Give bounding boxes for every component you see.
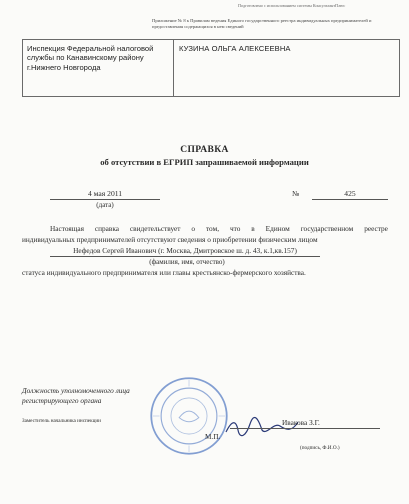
body-word: Настоящая xyxy=(50,224,84,233)
body-word: реестре xyxy=(364,224,388,233)
prepared-with-note: Подготовлено с использованием системы КонсультантПлюс xyxy=(238,3,346,8)
seal-place-mark: М.П. xyxy=(205,433,221,441)
signatory-position: Заместитель начальника инспекции xyxy=(22,418,101,424)
number-value: 425 xyxy=(312,189,388,200)
body-word: что xyxy=(229,224,241,233)
date-value: 4 мая 2011 xyxy=(50,189,160,200)
body-word: в xyxy=(251,224,255,233)
body-word: государственном xyxy=(300,224,354,233)
body-line-4: статуса индивидуального предпринимателя или главы крестьянско-фермерского хозяйства. xyxy=(22,268,306,277)
header-table xyxy=(22,39,400,97)
recipient-name: КУЗИНА ОЛЬГА АЛЕКСЕЕВНА xyxy=(179,44,291,53)
tax-authority-name: Инспекция Федеральной налоговой службы по Канавинскому району г.Нижнего Новгорода xyxy=(23,40,174,96)
body-word: справка xyxy=(94,224,119,233)
date-caption: (дата) xyxy=(96,201,114,209)
signature-caption: (подпись, Ф.И.О.) xyxy=(300,445,340,451)
body-line-1 xyxy=(50,224,388,234)
document-title: СПРАВКА xyxy=(180,145,229,155)
body-word: о xyxy=(191,224,196,233)
official-stamp-icon xyxy=(148,375,230,457)
appendix-note: Приложение № 8 к Правилам ведения Единого государственного реестра индивидуальных предпринимателей и предоставления содержащихся в нем сведений xyxy=(152,18,372,29)
body-word: Едином xyxy=(265,224,290,233)
body-word: свидетельствует xyxy=(129,224,181,233)
signature-line xyxy=(230,418,380,429)
person-name-line: Нефедов Сергей Иванович (г. Москва, Дмитровское ш. д. 43, к.1,кв.157) xyxy=(50,246,320,257)
body-word: том, xyxy=(205,224,220,233)
person-name-caption: (фамилия, имя, отчество) xyxy=(149,258,225,266)
signatory-role: Должность уполномоченного лица регистрирующего органа xyxy=(22,386,130,405)
document-subtitle: об отсутствии в ЕГРИП запрашиваемой информации xyxy=(100,157,309,167)
signatory-name: Ивакова З.Г. xyxy=(282,418,320,427)
body-line-2: индивидуальных предпринимателей отсутствуют сведения о приобретении физическим лицом xyxy=(22,235,318,244)
number-label: № xyxy=(292,189,300,198)
